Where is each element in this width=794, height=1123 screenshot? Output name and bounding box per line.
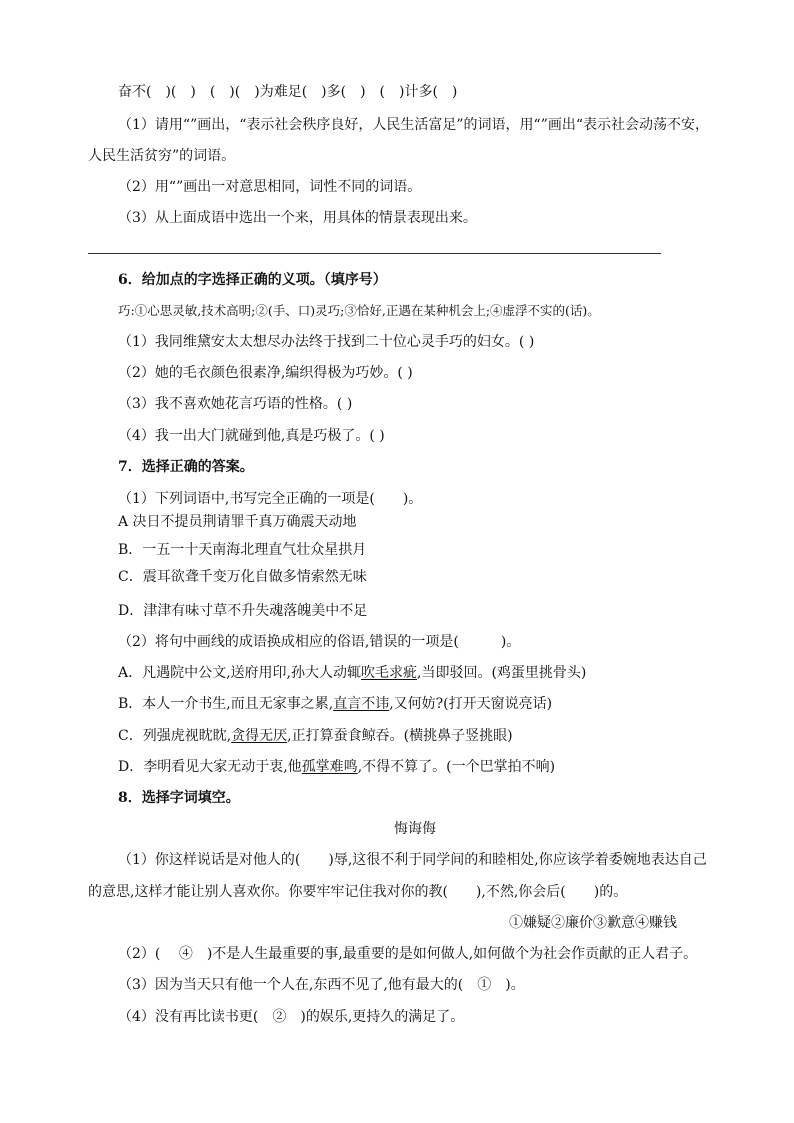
section-7-option: B．一五一十天南海北理直气壮众星拱月	[118, 542, 367, 558]
answer-line	[88, 253, 661, 254]
section-7-option	[118, 664, 586, 682]
underlined-idiom: 吹毛求疵	[361, 665, 418, 681]
section-6-item: （1）我同维黛安太太想尽办法终于找到二十位心灵手巧的妇女。( )	[118, 334, 535, 350]
section-7-question-2: （2）将句中画线的成语换成相应的俗语,错误的一项是( )。	[118, 634, 521, 650]
option-text: ,不得不算了。(一个巴掌拍不响)	[357, 759, 556, 775]
option-text: A．凡遇院中公文,送府用印,孙大人动辄	[118, 665, 362, 681]
section-7-title: 7．选择正确的答案。	[118, 459, 254, 475]
option-text: B．本人一介书生,而且无家事之累,	[118, 696, 334, 712]
underlined-idiom: 贪得无厌	[231, 728, 288, 744]
question-5-1-line1: （1）请用“”画出，“表示社会秩序良好，人民生活富足”的词语，用“”画出“表示社会动荡不安，	[118, 117, 710, 133]
section-6-title: 6．给加点的字选择正确的义项。（填序号）	[118, 272, 387, 288]
section-7-option: D．津津有味寸草不升失魂落魄美中不足	[118, 603, 368, 619]
section-8-item: （3）因为当天只有他一个人在,东西不见了,他有最大的( ① )。	[118, 977, 525, 993]
word-bank-2: ①嫌疑②廉价③歉意④赚钱	[509, 915, 677, 931]
word-bank-1: 悔诲侮	[394, 821, 436, 837]
question-5-3: （3）从上面成语中选出一个来，用具体的情景表现出来。	[118, 210, 477, 226]
section-6-item: （4）我一出大门就碰到他,真是巧极了。( )	[118, 428, 385, 444]
section-7-question-1: （1）下列词语中,书写完全正确的一项是( )。	[118, 491, 423, 507]
question-5-1-line2: 人民生活贫穷”的词语。	[88, 148, 236, 164]
section-7-option	[118, 727, 513, 745]
option-text: ,又何妨?(打开天窗说亮话)	[389, 696, 553, 712]
section-7-option: A 决日不提员荆请罪千真万确震天动地	[118, 514, 357, 530]
underlined-idiom: 直言不讳	[333, 696, 390, 712]
option-text: C．列强虎视眈眈,	[118, 728, 232, 744]
underlined-idiom: 孤掌难鸣	[301, 759, 358, 775]
section-6-item: （2）她的毛衣颜色很素净,编织得极为巧妙。( )	[118, 365, 413, 381]
section-8-question-1-line2: 的意思,这样才能让别人喜欢你。你要牢牢记住我对你的教( ),不然,你会后( )的。	[88, 884, 628, 900]
section-6-definitions: 巧:①心思灵敏,技术高明;②(手、口)灵巧;③恰好,正遇在某种机会上;④虚浮不实的(话)。	[118, 303, 600, 318]
idiom-blanks-line: 奋不( )( ) ( )( )为难足( )多( ) ( )计多( )	[118, 84, 458, 100]
option-text: ,当即驳回。(鸡蛋里挑骨头)	[417, 665, 587, 681]
section-6-item: （3）我不喜欢她花言巧语的性格。( )	[118, 396, 353, 412]
question-5-2: （2）用“”画出一对意思相同，词性不同的词语。	[118, 179, 422, 195]
option-text: ,正打算蚕食鲸吞。(横挑鼻子竖挑眼)	[287, 728, 513, 744]
section-8-title: 8．选择字词填空。	[118, 790, 240, 806]
option-text: D．李明看见大家无动于衷,他	[118, 759, 302, 775]
section-7-option	[118, 695, 552, 713]
section-8-question-1-line1: （1）你这样说话是对他人的( )辱,这很不利于同学间的和睦相处,你应该学着委婉地表达自己	[118, 852, 707, 868]
section-8-item: （4）没有再比读书更( ② )的娱乐,更持久的满足了。	[118, 1009, 465, 1025]
section-7-option: C．震耳欲聋千变万化自做多情索然无味	[118, 569, 367, 585]
section-8-item: （2）( ④ )不是人生最重要的事,最重要的是如何做人,如何做个为社会作贡献的正人君子。	[118, 946, 698, 962]
section-7-option	[118, 758, 555, 776]
